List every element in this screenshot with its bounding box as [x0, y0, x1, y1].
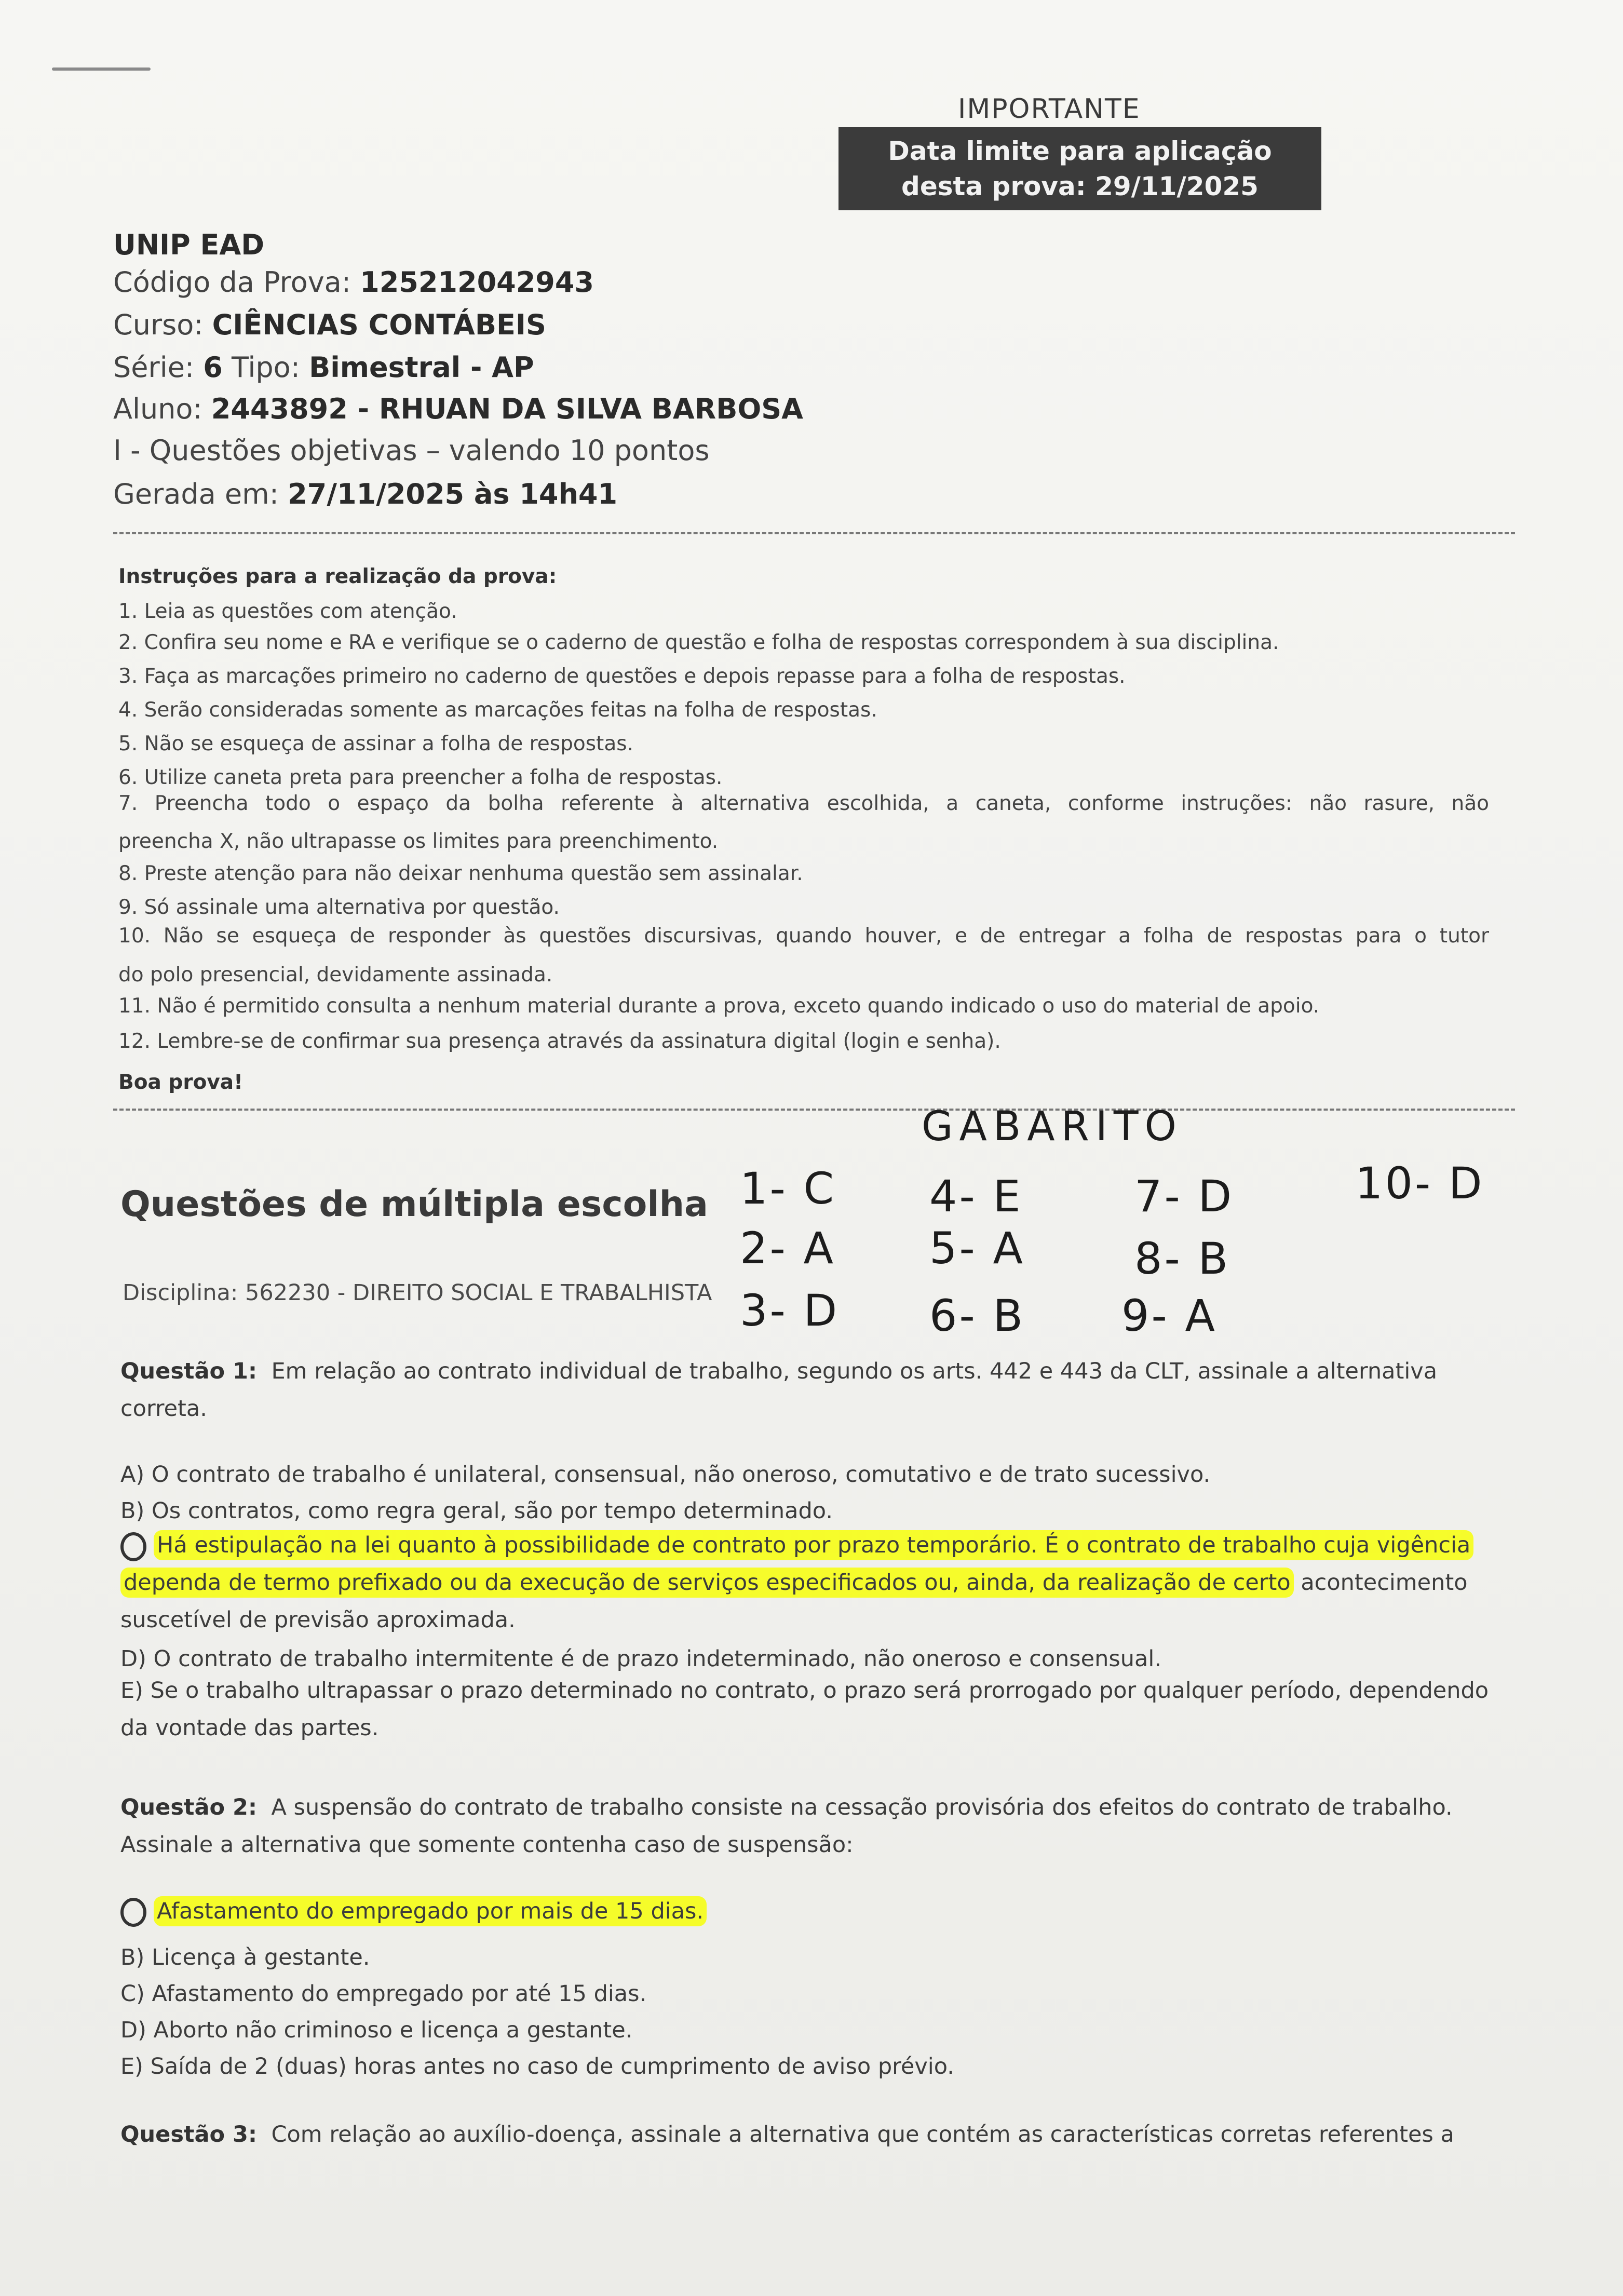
generated-at: Gerada em: 27/11/2025 às 14h41	[113, 478, 618, 510]
answer-key-entry: 7- D	[1134, 1171, 1234, 1222]
important-label: IMPORTANTE	[958, 93, 1141, 125]
student: Aluno: 2443892 - RHUAN DA SILVA BARBOSA	[113, 393, 803, 425]
instruction-11: 11. Não é permitido consulta a nenhum material durante a prova, exceto quando indicado o uso do material de apoio.	[118, 994, 1320, 1018]
answer-key-entry: 4- E	[929, 1171, 1023, 1222]
deadline-line-1: Data limite para aplicação	[888, 136, 1272, 166]
good-luck: Boa prova!	[118, 1071, 243, 1094]
instruction-1: 1. Leia as questões com atenção.	[118, 600, 457, 623]
answer-key-entry: 9- A	[1121, 1290, 1217, 1341]
divider	[113, 1109, 1515, 1111]
answer-key-entry: 5- A	[929, 1223, 1025, 1274]
instruction-9: 9. Só assinale uma alternativa por questão.	[118, 896, 560, 919]
instruction-5: 5. Não se esqueça de assinar a folha de respostas.	[118, 732, 633, 755]
answer-key-entry: 10- D	[1355, 1158, 1484, 1209]
question-2-option-e: E) Saída de 2 (duas) horas antes no caso de cumprimento de aviso prévio.	[120, 2054, 954, 2079]
answer-circle-mark	[120, 1532, 146, 1561]
instruction-6: 6. Utilize caneta preta para preencher a folha de respostas.	[118, 766, 723, 789]
instruction-3: 3. Faça as marcações primeiro no caderno de questões e depois repasse para a folha de respostas.	[118, 665, 1126, 688]
instruction-7: 7. Preencha todo o espaço da bolha referente à alternativa escolhida, a caneta, conforme instruções: não rasure, não	[118, 792, 1489, 815]
question-1-option-e: E) Se o trabalho ultrapassar o prazo determinado no contrato, o prazo será prorrogado por qualquer período, dependendo da vontade das partes.	[120, 1678, 1489, 1741]
series-type: Série: 6 Tipo: Bimestral - AP	[113, 351, 534, 384]
question-1: Questão 1: Em relação ao contrato individual de trabalho, segundo os arts. 442 e 443 da CLT, assinale a alternativa correta.	[120, 1358, 1438, 1422]
question-2-option-a: Afastamento do empregado por mais de 15 dias.	[120, 1898, 707, 1927]
question-2-option-c: C) Afastamento do empregado por até 15 dias.	[120, 1981, 647, 2007]
question-1-option-b: B) Os contratos, como regra geral, são por tempo determinado.	[120, 1498, 833, 1524]
question-2: Questão 2: A suspensão do contrato de trabalho consiste na cessação provisória dos efeitos do contrato de trabalho. Assinale a alternativa que somente contenha caso de suspensão:	[120, 1794, 1453, 1858]
instructions-title: Instruções para a realização da prova:	[118, 565, 557, 588]
question-1-option-a: A) O contrato de trabalho é unilateral, consensual, não oneroso, comutativo e de trato sucessivo.	[120, 1462, 1211, 1488]
answer-key-entry: 3- D	[740, 1285, 840, 1336]
answer-key-entry: 1- C	[740, 1163, 836, 1214]
divider	[113, 532, 1515, 534]
question-2-option-b: B) Licença à gestante.	[120, 1944, 370, 1970]
section-title: Questões de múltipla escolha	[120, 1184, 708, 1225]
institution: UNIP EAD	[113, 228, 265, 261]
decorative-dash	[52, 67, 151, 71]
answer-key-entry: 2- A	[740, 1223, 835, 1274]
exam-code: Código da Prova: 125212042943	[113, 266, 594, 299]
instruction-8: 8. Preste atenção para não deixar nenhuma questão sem assinalar.	[118, 862, 803, 885]
deadline-banner	[838, 127, 1321, 210]
deadline-line-2: desta prova: 29/11/2025	[901, 171, 1259, 201]
instruction-2: 2. Confira seu nome e RA e verifique se o caderno de questão e folha de respostas correspondem à sua disciplina.	[118, 631, 1279, 654]
answer-key-entry: 8- B	[1134, 1233, 1230, 1284]
instruction-10-cont: do polo presencial, devidamente assinada.	[118, 963, 553, 987]
question-1-option-d: D) O contrato de trabalho intermitente é de prazo indeterminado, não oneroso e consensual.	[120, 1646, 1162, 1672]
question-2-option-d: D) Aborto não criminoso e licença a gestante.	[120, 2017, 633, 2043]
answer-key-entry: 6- B	[929, 1290, 1025, 1341]
instruction-7-cont: preencha X, não ultrapasse os limites para preenchimento.	[118, 830, 719, 853]
instruction-12: 12. Lembre-se de confirmar sua presença através da assinatura digital (login e senha).	[118, 1030, 1001, 1053]
question-1-option-c: Há estipulação na lei quanto à possibilidade de contrato por prazo temporário. É o contrato de trabalho cuja vigência dependa de termo prefixado ou da execução de serviços especificados ou, ainda, da realização de certo acontecimento suscetível de previsão aproximada.	[120, 1527, 1522, 1639]
answer-circle-mark	[120, 1898, 146, 1927]
instruction-10: 10. Não se esqueça de responder às questões discursivas, quando houver, e de entregar a folha de respostas para o tutor	[118, 924, 1489, 948]
question-3: Questão 3: Com relação ao auxílio-doença, assinale a alternativa que contém as características corretas referentes a	[120, 2122, 1454, 2148]
instruction-4: 4. Serão consideradas somente as marcações feitas na folha de respostas.	[118, 698, 877, 722]
course: Curso: CIÊNCIAS CONTÁBEIS	[113, 308, 546, 341]
discipline: Disciplina: 562230 - DIREITO SOCIAL E TRABALHISTA	[123, 1280, 712, 1306]
section-objective: I - Questões objetivas – valendo 10 pontos	[113, 434, 710, 467]
answer-key-title: GABARITO	[922, 1103, 1183, 1150]
